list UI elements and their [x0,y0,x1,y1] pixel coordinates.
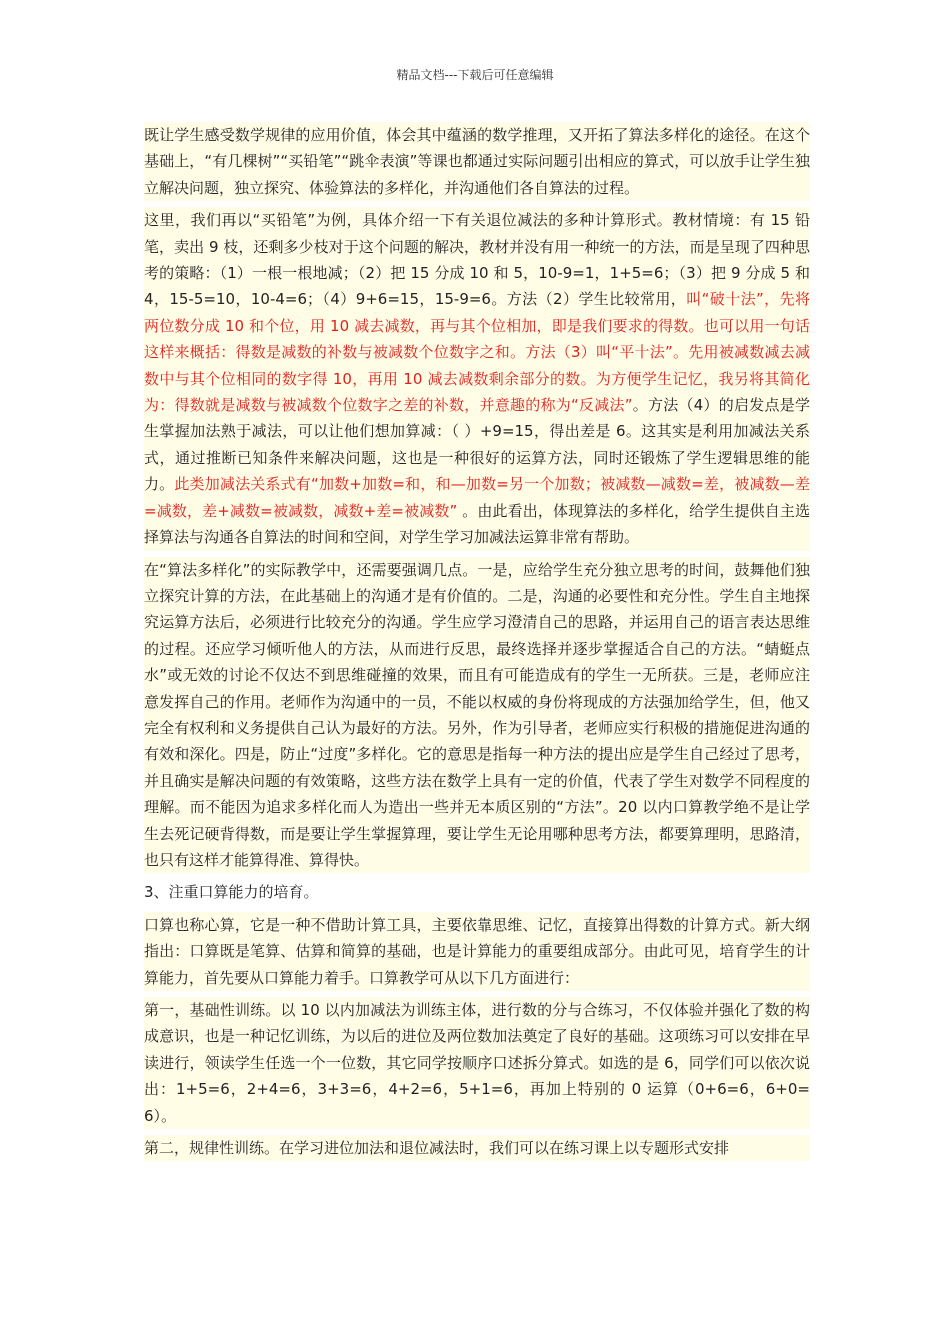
conclusion-text: 。由此看出，体现算法的多样化，给学生提供自主选择算法与沟通各自算法的时间和空间，对学生学习加减法运算非常有帮助。 [144,501,810,547]
section-heading-oral-calculation: 3、注重口算能力的培育。 [144,879,810,905]
paragraph-buying-pencils-example [144,207,810,550]
pencils-example-text: 这里，我们再以“买铅笔”为例，具体介绍一下有关退位减法的多种计算形式。教材情境：有 15 铅笔，卖出 9 枝，还剩多少枝对于这个问题的解决，教材并没有用一种统一的方法，而是呈现了四种思考的策略：（1）一根一根地减；（2）把 15 分成 10 和 5，10-9=1，1+5=6；（3）把 9 分成 5 和 4，15-5=10，10-4=6；（4）9+6=15，15-9=6。方法（2）学生比较常用， [144,211,810,309]
paragraph-basic-training: 第一，基础性训练。以 10 以内加减法为训练主体，进行数的分与合练习，不仅体验并强化了数的构成意识，也是一种记忆训练，为以后的进位及两位数加法奠定了良好的基础。这项练习可以安排在早读进行，领读学生任选一个一位数，其它同学按顺序口述拆分算式。如选的是 6，同学们可以依次说出：1+5=6，2+4=6，3+3=6，4+2=6，5+1=6，再加上特别的 0 运算（0+6=6，6+0=6）。 [144,997,810,1129]
paragraph-oral-calculation-definition: 口算也称心算，它是一种不借助计算工具，主要依靠思维、记忆，直接算出得数的计算方式。新大纲指出：口算既是笔算、估算和简算的基础，也是计算能力的重要组成部分。由此可见，培育学生的计算能力，首先要从口算能力着手。口算教学可从以下几方面进行： [144,912,810,991]
break-ten-method-highlight: 叫“破十法”，先将两位数分成 10 和个位，用 10 减去减数，再与其个位相加，即是我们要求的得数。也可以用一句话这样来概括：得数是减数的补数与被减数个位数字之和。方法（3）叫“平十法”。先用被减数减去减数中与其个位相同的数字得 10，再用 10 减去减数剩余部分的数。为方便学生记忆，我另将其简化为：得数就是减数与被减数个位数字之差的补数，并意趣的称为“反减法” [144,290,810,415]
paragraph-algorithm-diversity-intro: 既让学生感受数学规律的应用价值，体会其中蕴涵的数学推理，又开拓了算法多样化的途径。在这个基础上，“有几棵树”“买铅笔”“跳伞表演”等课也都通过实际问题引出相应的算式，可以放手让学生独立解决问题，独立探究、体验算法的多样化，并沟通他们各自算法的过程。 [144,122,810,201]
page-header: 精品文档---下载后可任意编辑 [396,68,554,82]
method-four-text: 。方法（4）的启发点是学生掌握加法熟于减法，可以让他们想加算减：（ ）+9=15，得出差是 6。这其实是利用加减法关系式，通过推断已知条件来解决问题，这也是一种很好的运算方法，同时还锻炼了学生逻辑思维的能力。 [144,396,811,494]
addition-subtraction-relations-highlight: 此类加减法关系式有“加数+加数=和，和—加数=另一个加数；被减数—减数=差，被减数—差=减数，差+减数=被减数，减数+差=被减数” [144,475,810,520]
paragraph-teaching-key-points: 在“算法多样化”的实际教学中，还需要强调几点。一是，应给学生充分独立思考的时间，鼓舞他们独立探究计算的方法，在此基础上的沟通才是有价值的。二是，沟通的必要性和充分性。学生自主地探究运算方法后，必须进行比较充分的沟通。学生应学习澄清自己的思路，并运用自己的语言表达思维的过程。还应学习倾听他人的方法，从而进行反思，最终选择并逐步掌握适合自己的方法。“蜻蜓点水”或无效的讨论不仅达不到思维碰撞的效果，而且有可能造成有的学生一无所获。三是，老师应注意发挥自己的作用。老师作为沟通中的一员，不能以权威的身份将现成的方法强加给学生，但，他又完全有权利和义务提供自己认为最好的方法。另外，作为引导者，老师应实行积极的措施促进沟通的有效和深化。四是，防止“过度”多样化。它的意思是指每一种方法的提出应是学生自己经过了思考，并且确实是解决问题的有效策略，这些方法在数学上具有一定的价值，代表了学生对数学不同程度的理解。而不能因为追求多样化而人为造出一些并无本质区别的“方法”。20 以内口算教学绝不是让学生去死记硬背得数，而是要让学生掌握算理，要让学生无论用哪种思考方法，都要算理明，思路清，也只有这样才能算得准、算得快。 [144,557,810,874]
document-body [144,122,810,1167]
paragraph-regular-training: 第二，规律性训练。在学习进位加法和退位减法时，我们可以在练习课上以专题形式安排 [144,1135,810,1161]
